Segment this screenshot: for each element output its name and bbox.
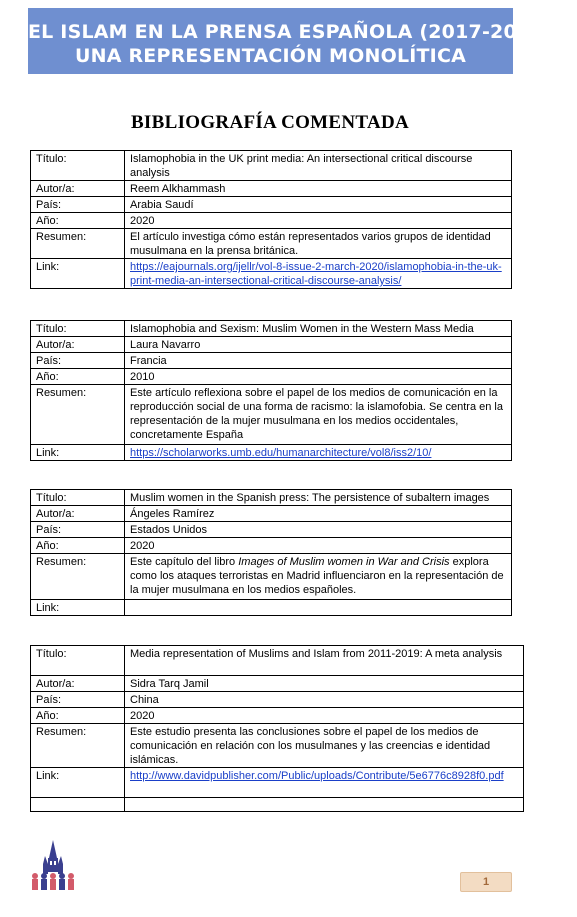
label-link: Link: [31, 768, 125, 798]
bibliography-entry-3 [30, 489, 512, 616]
label-pais: País: [31, 522, 125, 538]
entry-year: 2010 [125, 369, 512, 385]
entry-summary: Este estudio presenta las conclusiones sobre el papel de los medios de comunicación en relación con los musulmanes y las creencias e identidad islámicas. [125, 724, 524, 768]
entry-author: Reem Alkhammash [125, 181, 512, 197]
entry-title: Media representation of Muslims and Islam from 2011-2019: A meta analysis [125, 646, 524, 676]
university-logo [30, 838, 76, 892]
entry-year: 2020 [125, 538, 512, 554]
label-pais: País: [31, 353, 125, 369]
entry-title: Islamophobia in the UK print media: An intersectional critical discourse analysis [125, 151, 512, 181]
label-autor: Autor/a: [31, 676, 125, 692]
empty-cell [31, 798, 125, 812]
label-resumen: Resumen: [31, 724, 125, 768]
bibliography-entry-2 [30, 320, 512, 461]
entry-author: Sidra Tarq Jamil [125, 676, 524, 692]
label-resumen: Resumen: [31, 554, 125, 600]
label-link: Link: [31, 445, 125, 461]
summary-text-start: Este capítulo del libro [130, 556, 239, 568]
label-titulo: Título: [31, 151, 125, 181]
bibliography-entry-1 [30, 150, 512, 289]
label-autor: Autor/a: [31, 506, 125, 522]
label-titulo: Título: [31, 490, 125, 506]
entry-author: Ángeles Ramírez [125, 506, 512, 522]
label-link: Link: [31, 259, 125, 289]
label-autor: Autor/a: [31, 181, 125, 197]
section-heading: BIBLIOGRAFÍA COMENTADA [130, 112, 410, 133]
label-resumen: Resumen: [31, 229, 125, 259]
entry-country: China [125, 692, 524, 708]
label-anio: Año: [31, 538, 125, 554]
entry-summary: El artículo investiga cómo están representados varios grupos de identidad musulmana en la prensa británica. [125, 229, 512, 259]
banner-title-line-2: UNA REPRESENTACIÓN MONOLÍTICA [75, 45, 466, 67]
label-resumen: Resumen: [31, 385, 125, 445]
entry-summary: Este artículo reflexiona sobre el papel de los medios de comunicación en la reproducción social de una forma de racismo: la islamofobia. Se centra en la representación de la mujer musulmana en los medios occidentales, concretamente España [125, 385, 512, 445]
page-number: 1 [460, 872, 512, 892]
entry-year: 2020 [125, 708, 524, 724]
label-titulo: Título: [31, 646, 125, 676]
label-link: Link: [31, 600, 125, 616]
entry-year: 2020 [125, 213, 512, 229]
entry-link[interactable]: https://eajournals.org/ijellr/vol-8-issue-2-march-2020/islamophobia-in-the-uk-print-media-an-intersectional-critical-discourse-analysis/ [130, 261, 502, 287]
summary-text-end: explora como los ataques terroristas en Madrid influenciaron en la representación de la mujer musulmana en los medios españoles. [130, 556, 504, 596]
label-titulo: Título: [31, 321, 125, 337]
label-anio: Año: [31, 213, 125, 229]
label-anio: Año: [31, 369, 125, 385]
entry-summary [125, 554, 512, 600]
entry-author: Laura Navarro [125, 337, 512, 353]
banner-title-line-1: EL ISLAM EN LA PRENSA ESPAÑOLA (2017-2021): [28, 21, 561, 43]
entry-link[interactable]: http://www.davidpublisher.com/Public/uploads/Contribute/5e6776c8928f0.pdf [130, 770, 504, 782]
empty-cell [125, 798, 524, 812]
label-pais: País: [31, 692, 125, 708]
entry-country: Arabia Saudí [125, 197, 512, 213]
label-anio: Año: [31, 708, 125, 724]
book-title: Images of Muslim women in War and Crisis [238, 556, 450, 568]
title-banner [28, 8, 561, 74]
label-autor: Autor/a: [31, 337, 125, 353]
entry-title: Muslim women in the Spanish press: The persistence of subaltern images [125, 490, 512, 506]
label-pais: País: [31, 197, 125, 213]
entry-link[interactable]: https://scholarworks.umb.edu/humanarchitecture/vol8/iss2/10/ [130, 447, 432, 459]
entry-country: Estados Unidos [125, 522, 512, 538]
entry-country: Francia [125, 353, 512, 369]
bibliography-entry-4 [30, 645, 524, 812]
entry-title: Islamophobia and Sexism: Muslim Women in the Western Mass Media [125, 321, 512, 337]
